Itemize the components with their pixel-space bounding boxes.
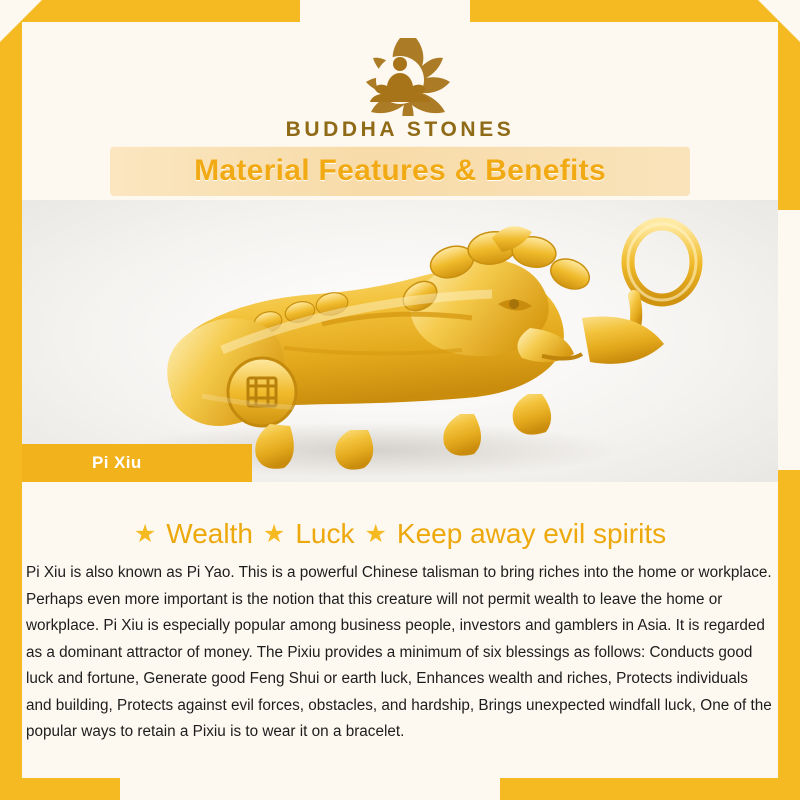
lotus-meditation-icon	[316, 24, 484, 116]
benefits-row	[0, 518, 800, 550]
benefit-item-wealth: Wealth	[166, 518, 253, 549]
frame-bottom-left-foot	[0, 778, 120, 800]
page-title: Material Features & Benefits	[194, 154, 606, 187]
frame-top-left-bar	[0, 0, 300, 22]
product-caption	[22, 444, 252, 482]
star-icon: ★	[133, 519, 157, 548]
description-text: Pi Xiu is also known as Pi Yao. This is a powerful Chinese talisman to bring riches into the home or workplace. Perhaps even more important is the notion that this creature will not permit wealth to leave the home or workplace. Pi Xiu is especially popular among business people, investors and gamblers in Asia. It is regarded as a dominant attractor of money. The Pixiu provides a minimum of six blessings as follows: Conducts good luck and fortune, Generate good Feng Shui or earth luck, Enhances wealth and riches, Protects individuals and building, Protects against evil forces, obstacles, and hardship, Brings unexpected windfall luck, One of the popular ways to retain a Pixiu is to wear it on a bracelet.	[26, 564, 772, 740]
frame-bottom-right-foot	[500, 778, 800, 800]
star-icon: ★	[262, 519, 286, 548]
photo-bottom-spacer	[22, 482, 778, 500]
frame-top-right-bar	[470, 0, 800, 22]
product-caption-label: Pi Xiu	[92, 453, 142, 472]
benefit-item-luck: Luck	[295, 518, 355, 549]
star-icon: ★	[364, 519, 387, 548]
brand-header	[0, 24, 800, 142]
section-title-band	[110, 146, 690, 196]
brand-name: BUDDHA STONES	[285, 118, 515, 141]
benefit-item-evil-spirits: Keep away evil spirits	[396, 518, 667, 549]
